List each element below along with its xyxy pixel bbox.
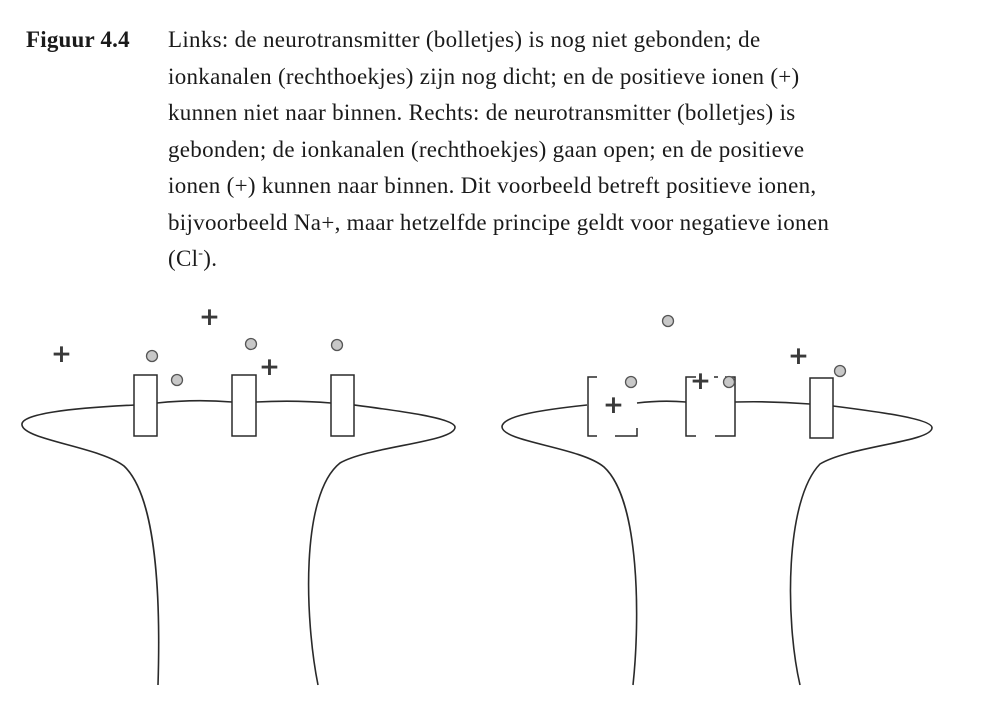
caption-line: bijvoorbeeld Na+, maar hetzelfde principe geldt voor negatieve ionen: [168, 209, 830, 235]
closed-ion-channel: [331, 375, 354, 436]
positive-ion: +: [199, 302, 220, 331]
left-panel-closed: [22, 302, 455, 685]
closed-ion-channel: [232, 375, 256, 436]
right-membrane: [790, 406, 932, 685]
closed-ion-channel: [134, 375, 157, 436]
right-membrane: [502, 405, 637, 685]
right-membrane: [735, 402, 810, 404]
caption-line: gebonden; de ionkanalen (rechthoekjes) gaan open; en de positieve: [168, 136, 805, 162]
bound-neurotransmitter-dot: [626, 377, 637, 388]
caption-last-suffix: ).: [203, 246, 218, 271]
neurotransmitter-dot: [835, 366, 846, 377]
neurotransmitter-dot: [663, 316, 674, 327]
left-membrane: [309, 405, 455, 685]
positive-ion: +: [788, 341, 809, 370]
chloride-charge-superscript: -: [198, 246, 204, 261]
left-membrane: [157, 401, 232, 403]
left-membrane: [22, 405, 159, 685]
neurotransmitter-dot: [172, 375, 183, 386]
neurotransmitter-dot: [147, 351, 158, 362]
right-panel-open: [502, 316, 932, 686]
right-membrane: [637, 401, 686, 403]
caption-line: ionkanalen (rechthoekjes) zijn nog dicht; en de positieve ionen (+): [168, 63, 800, 89]
caption-last-prefix: (Cl: [168, 246, 199, 271]
positive-ion: +: [603, 390, 624, 419]
neurotransmitter-dot: [332, 340, 343, 351]
figure-label: Figuur 4.4: [26, 27, 130, 52]
positive-ion: +: [51, 339, 72, 368]
positive-ion: +: [259, 352, 280, 381]
neurotransmitter-dot: [246, 339, 257, 350]
caption-line: ionen (+) kunnen naar binnen. Dit voorbeeld betreft positieve ionen,: [168, 173, 817, 198]
left-membrane: [256, 401, 331, 403]
caption-line: Links: de neurotransmitter (bolletjes) is nog niet gebonden; de: [168, 27, 761, 52]
bound-neurotransmitter-dot: [724, 377, 735, 388]
closed-ion-channel: [810, 378, 833, 438]
caption-line: kunnen niet naar binnen. Rechts: de neurotransmitter (bolletjes) is: [168, 100, 796, 125]
positive-ion: +: [690, 366, 711, 395]
